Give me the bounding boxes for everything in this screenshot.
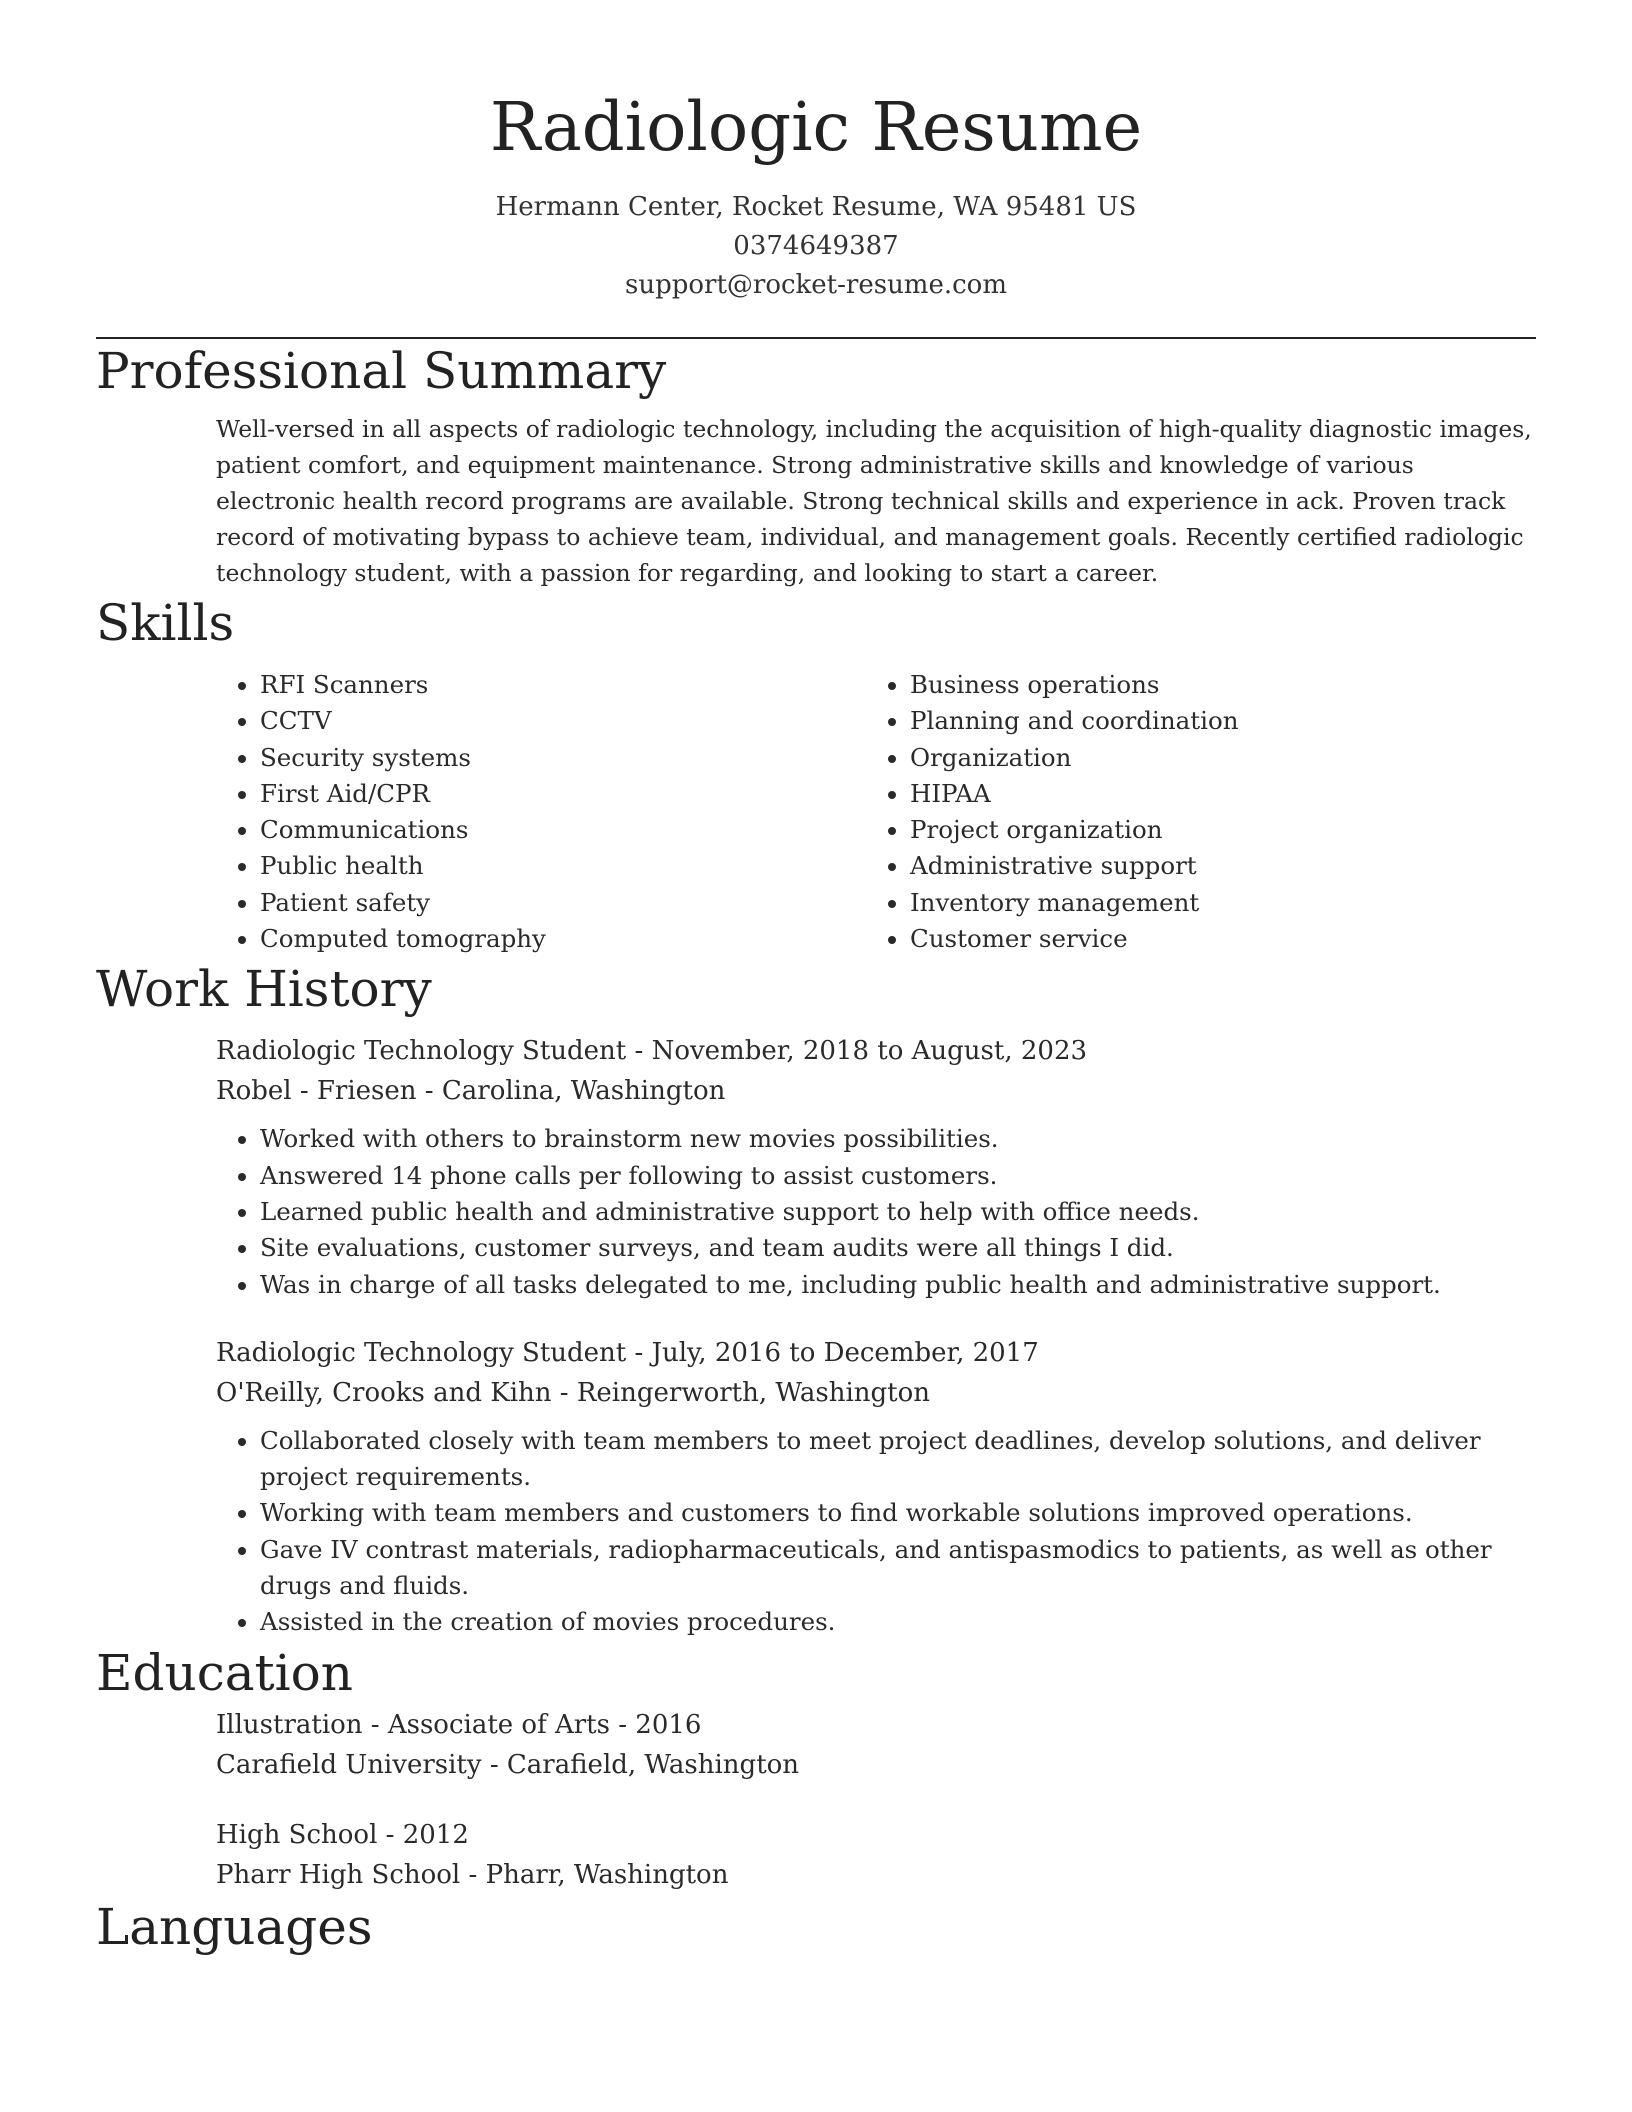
education-location: Pharr, Washington <box>485 1859 729 1890</box>
job-title: Radiologic Technology Student <box>216 1337 627 1368</box>
skill-item: • Patient safety <box>260 885 866 921</box>
resume-header <box>96 0 1536 305</box>
job-title: Radiologic Technology Student <box>216 1036 627 1067</box>
education-degree-line: High School - 2012 <box>216 1819 469 1850</box>
job-bullet: • Was in charge of all tasks delegated to me, including public health and administrative support. <box>260 1267 1536 1303</box>
skill-item: • Security systems <box>260 740 866 776</box>
job-title-line: Radiologic Technology Student - November, 2018 to August, 2023 <box>216 1036 1088 1067</box>
job-bullets <box>216 1423 1536 1641</box>
contact-info <box>96 188 1536 305</box>
job-bullet: • Gave IV contrast materials, radiopharmaceuticals, and antispasmodics to patients, as well as other drugs and fluids. <box>260 1532 1536 1605</box>
job-bullet: • Answered 14 phone calls per following to assist customers. <box>260 1158 1536 1194</box>
job-company-line: Robel - Friesen - Carolina, Washington <box>216 1076 726 1107</box>
skill-item: • Inventory management <box>910 885 1516 921</box>
skill-item: • Customer service <box>910 921 1516 957</box>
job-entry <box>216 1333 1536 1641</box>
job-dates: July, 2016 to December, 2017 <box>651 1337 1039 1368</box>
education-degree-line: Illustration - Associate of Arts - 2016 <box>216 1709 702 1740</box>
skill-item: • First Aid/CPR <box>260 776 866 812</box>
languages-heading: Languages <box>96 1897 373 1956</box>
job-bullet: • Working with team members and customers to find workable solutions improved operations. <box>260 1495 1536 1531</box>
education-school-line: Carafield University - Carafield, Washington <box>216 1749 800 1780</box>
job-company: O'Reilly, Crooks and Kihn <box>216 1377 552 1408</box>
skill-item: • Computed tomography <box>260 921 866 957</box>
skills-heading: Skills <box>96 594 235 652</box>
job-company-line: O'Reilly, Crooks and Kihn - Reingerworth, Washington <box>216 1377 930 1408</box>
skills-column-right <box>866 667 1516 957</box>
summary-text: Well-versed in all aspects of radiologic technology, including the acquisition of high-quality diagnostic images, patient comfort, and equipment maintenance. Strong administrative skills and knowledge of various electronic health record programs are available. Strong technical skills and experience in ack. Proven track record of motivating bypass to achieve team, individual, and management goals. Recently certified radiologic technology student, with a passion for regarding, and looking to start a career. <box>216 415 1532 587</box>
job-bullet: • Learned public health and administrative support to help with office needs. <box>260 1194 1536 1230</box>
skills-list <box>216 667 1536 957</box>
job-location: Carolina, Washington <box>441 1076 726 1107</box>
skills-column-left <box>216 667 866 957</box>
contact-address: Hermann Center, Rocket Resume, WA 95481 US <box>495 192 1137 222</box>
job-location: Reingerworth, Washington <box>576 1377 930 1408</box>
skill-item: • RFI Scanners <box>260 667 866 703</box>
skill-item: • Public health <box>260 848 866 884</box>
job-bullet: • Site evaluations, customer surveys, and team audits were all things I did. <box>260 1230 1536 1266</box>
education-location: Carafield, Washington <box>506 1749 800 1780</box>
skill-item: • Project organization <box>910 812 1516 848</box>
job-bullets <box>216 1121 1536 1302</box>
job-bullet: • Collaborated closely with team members to meet project deadlines, develop solutions, and deliver project requirements. <box>260 1423 1536 1496</box>
education-entry <box>216 1815 1536 1895</box>
education-entry <box>216 1705 1536 1785</box>
resume-name: Radiologic Resume <box>489 88 1143 166</box>
skill-item: • Business operations <box>910 667 1516 703</box>
skill-item: • HIPAA <box>910 776 1516 812</box>
skill-item: • Organization <box>910 740 1516 776</box>
resume-page <box>96 0 1536 1959</box>
job-bullet: • Assisted in the creation of movies procedures. <box>260 1604 1536 1640</box>
job-bullet: • Worked with others to brainstorm new movies possibilities. <box>260 1121 1536 1157</box>
skill-item: • CCTV <box>260 703 866 739</box>
education-school-line: Pharr High School - Pharr, Washington <box>216 1859 729 1890</box>
skill-item: • Communications <box>260 812 866 848</box>
job-dates: November, 2018 to August, 2023 <box>651 1036 1088 1067</box>
education-heading: Education <box>96 1643 353 1702</box>
contact-email: support@rocket-resume.com <box>624 270 1007 300</box>
education-school: Pharr High School <box>216 1859 461 1890</box>
education-school: Carafield University <box>216 1749 482 1780</box>
summary-heading: Professional Summary <box>96 342 667 400</box>
skill-item: • Planning and coordination <box>910 703 1516 739</box>
job-entry <box>216 1031 1536 1302</box>
job-title-line: Radiologic Technology Student - July, 2016 to December, 2017 <box>216 1337 1039 1368</box>
skill-item: • Administrative support <box>910 848 1516 884</box>
contact-phone: 0374649387 <box>733 231 899 261</box>
work-history-heading: Work History <box>96 960 432 1019</box>
job-company: Robel - Friesen <box>216 1076 417 1107</box>
